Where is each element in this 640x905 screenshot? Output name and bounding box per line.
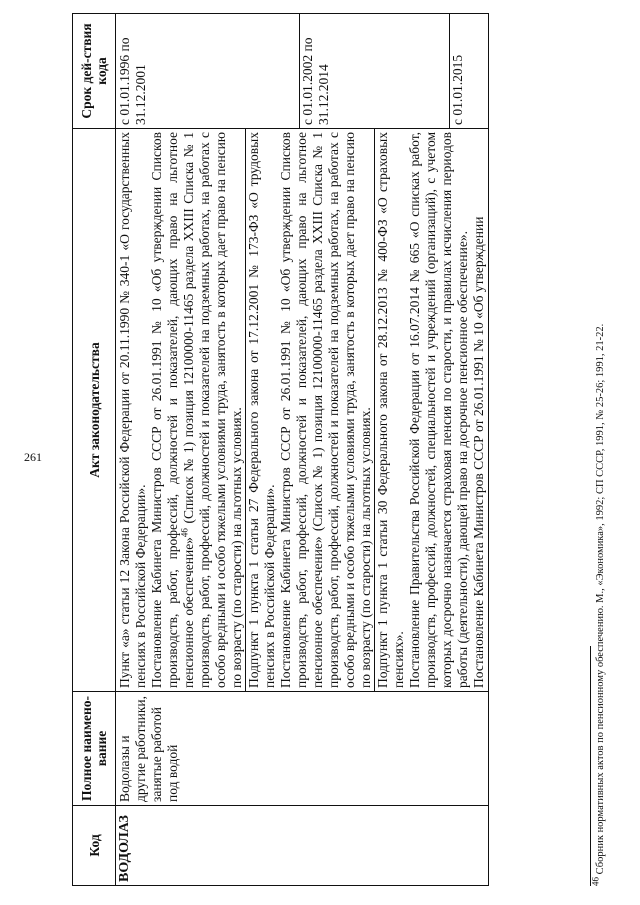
header-term: Срок дей-ствия кода	[73, 14, 116, 129]
act-2002-1: Подпункт 1 пункта 1 статьи 27 Федерального закона от 17.12.2001 № 173-ФЗ «О трудовых пенсиях в Российской Федерации».	[245, 129, 278, 691]
cell-acts	[116, 129, 489, 692]
act-2002-2: Постановление Кабинета Министров СССР от 26.01.1991 № 10 «Об утверждении Списков производств, работ, профессий, должностей и показателей, дающих право на льготное пенсионное обеспечение» (Список № 1) позиция 12100000-11465 раздела XXIII Списка № 1 производств, работ, профессий, должностей и показателей на подземных работах, на работах с особо вредными и особо тяжелыми условиями труда, занятость в которых дает право на пенсию по возрасту (по старости) на льготных условиях.	[278, 132, 373, 688]
cell-name: Водолазы и другие работники, занятые работой под водой	[116, 692, 489, 806]
act-2015-1: Подпункт 1 пункта 1 статьи 30 Федерального закона от 28.12.2013 № 400-ФЗ «О страховых пенсиях».	[374, 129, 407, 691]
header-name: Полное наимено-вание	[73, 692, 116, 806]
rotated-page-content	[72, 14, 625, 886]
term-1996: с 01.01.1996 по 31.12.2001	[117, 37, 148, 125]
footnote-ref: 46	[179, 528, 190, 538]
act-1996-1: Пункт «а» статьи 12 Закона Российской Федерации от 20.11.1990 № 340-1 «О государственных пенсиях в Российской Федерации».	[117, 132, 148, 688]
act-1996-3-text: (Список № 1) позиция 12100000-11465 раздела XXIII Списка № 1 производств, работ, профессий, должностей и показателей на подземных работах, на работах с особо вредными и особо тяжелыми условиями труда, занятость в которых дает право на пенсию по возрасту (по старости) на льготных условиях.	[181, 132, 244, 688]
footnote	[590, 14, 607, 886]
header-code: Код	[73, 806, 116, 886]
cell-terms	[116, 14, 489, 129]
act-2015-3: Постановление Кабинета Министров СССР от 26.01.1991 № 10 «Об утверждении	[471, 216, 486, 688]
term-2002: с 01.01.2002 по 31.12.2014	[299, 14, 449, 128]
term-2015: с 01.01.2015	[449, 14, 466, 128]
footnote-divider	[590, 646, 591, 886]
header-act: Акт законодательства	[73, 129, 116, 692]
act-1996-2	[149, 132, 245, 688]
footnote-text: Сборник нормативных актов по пенсионному обеспечению. М., «Экономика», 1992; СП СССР, 1991, № 25-26; 1991, 21-22.	[595, 323, 606, 875]
footnote-mark: 46	[590, 877, 601, 886]
table-row	[116, 14, 489, 886]
act-2015-2: Постановление Правительства Российской Федерации от 16.07.2014 № 665 «О списках работ, производств, профессий, должностей, специальностей и учреждений (организаций), с учетом которых досрочно назначается страховая пенсия по старости, и правилах исчисления периодов работы (деятельности), дающей право на досрочное пенсионное обеспечение».	[407, 132, 470, 688]
table-header-row	[73, 14, 116, 886]
pension-codes-table	[72, 13, 489, 886]
act-1996-2-text: Постановление Кабинета Министров СССР от 26.01.1991 № 10 «Об утверждении Списков производств, работ, профессий, должностей и показателей, дающих право на льготное пенсионное обеспечение»	[149, 132, 196, 688]
cell-code: ВОДОЛАЗ	[116, 806, 489, 886]
page-number: 261	[24, 450, 42, 464]
